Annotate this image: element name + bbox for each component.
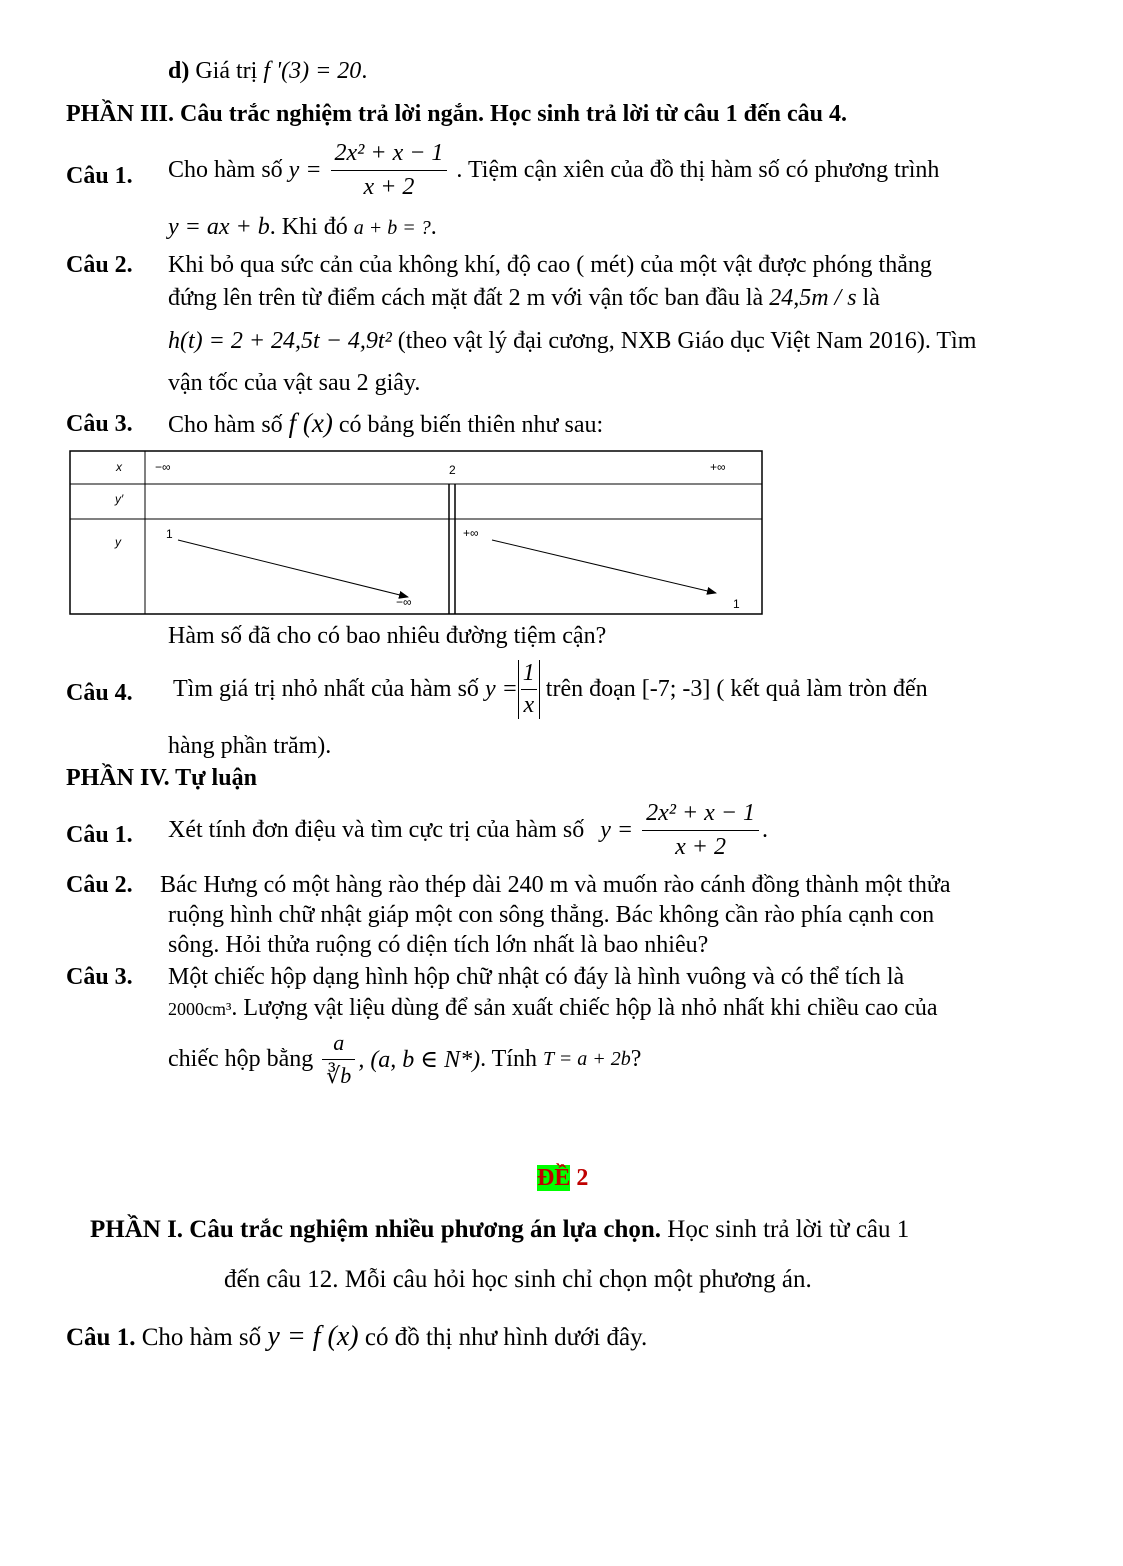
p3-q3-pre: Cho hàm số bbox=[168, 412, 283, 438]
p3-q3-question: Hàm số đã cho có bao nhiêu đường tiệm cận? bbox=[168, 623, 607, 649]
p4-q3-line3c: . Tính bbox=[480, 1046, 537, 1072]
de2-part1-line2: đến câu 12. Mỗi câu hỏi học sinh chỉ chọn một phương án. bbox=[224, 1266, 812, 1293]
p4-q1-pre: Xét tính đơn điệu và tìm cực trị của hàm số bbox=[168, 817, 585, 843]
p4-q3-frac-den: ∛b bbox=[326, 1063, 352, 1088]
p3-q2-line2b: 24,5m / s bbox=[769, 285, 857, 311]
p3-q2-line4: vận tốc của vật sau 2 giây. bbox=[168, 370, 421, 396]
part3-title: PHẦN III. Câu trắc nghiệm trả lời ngắn. Học sinh trả lời từ câu 1 đến câu 4. bbox=[66, 101, 847, 127]
p3-q4-frac-num: 1 bbox=[521, 660, 537, 690]
p4-q1-yeq: y = bbox=[600, 817, 634, 843]
p3-q4-line1 bbox=[173, 660, 928, 719]
p3-q3-post: có bảng biến thiên như sau: bbox=[338, 412, 604, 438]
table-y-left-top: 1 bbox=[166, 527, 173, 541]
p3-q2-line3b: (theo vật lý đại cương, NXB Giáo dục Việt Nam 2016). Tìm bbox=[397, 328, 977, 354]
p4-q3-line3a: chiếc hộp bằng bbox=[168, 1046, 314, 1072]
p3-q1-line2-mid: . Khi đó bbox=[269, 214, 348, 240]
de2-q1-label: Câu 1. bbox=[66, 1324, 136, 1351]
p3-q1-line2-eq: y = ax + b bbox=[168, 214, 270, 240]
de2-q1-pre: Cho hàm số bbox=[141, 1324, 262, 1351]
item-d-end: . bbox=[361, 58, 368, 84]
p3-q2-label: Câu 2. bbox=[66, 252, 133, 278]
table-x-left: −∞ bbox=[155, 460, 171, 474]
p4-q3-line1: Một chiếc hộp dạng hình hộp chữ nhật có đáy là hình vuông và có thể tích là bbox=[168, 964, 905, 990]
p4-q3-label: Câu 3. bbox=[66, 964, 133, 990]
p4-q3-fraction bbox=[322, 1030, 355, 1089]
p4-q3-line3e: ? bbox=[630, 1046, 642, 1072]
item-d-text: Giá trị bbox=[195, 58, 258, 84]
p4-q2-line1: Bác Hưng có một hàng rào thép dài 240 m và muốn rào cánh đồng thành một thửa bbox=[160, 872, 951, 898]
de2-part1-rest: Học sinh trả lời từ câu 1 bbox=[661, 1216, 910, 1243]
p3-q4-label: Câu 4. bbox=[66, 680, 133, 706]
arrow-decrease-left bbox=[178, 540, 408, 597]
p3-q4-line2: hàng phần trăm). bbox=[168, 733, 332, 759]
p4-q1-fraction bbox=[642, 800, 759, 861]
de2-q1-post: có đồ thị như hình dưới đây. bbox=[364, 1324, 648, 1351]
p3-q1-yeq: y = bbox=[288, 157, 322, 183]
arrow-decrease-right bbox=[492, 540, 716, 593]
p3-q4-fraction bbox=[521, 660, 537, 719]
p4-q3-line2b: . Lượng vật liệu dùng để sản xuất chiếc hộp là nhỏ nhất khi chiều cao của bbox=[231, 995, 938, 1021]
table-yp-label: y′ bbox=[115, 492, 124, 506]
p3-q1-post: . Tiệm cận xiên của đồ thị hàm số có phương trình bbox=[456, 157, 940, 183]
p4-q1-frac-den: x + 2 bbox=[675, 834, 726, 860]
table-y-left-bottom: −∞ bbox=[396, 595, 412, 609]
p3-q2-line2a: đứng lên trên từ điểm cách mặt đất 2 m với vận tốc ban đầu là bbox=[168, 285, 764, 311]
de2-q1 bbox=[66, 1321, 647, 1353]
p3-q4-frac-den: x bbox=[523, 692, 535, 718]
p4-q3-frac-num: a bbox=[322, 1030, 355, 1060]
p3-q1-frac-num: 2x² + x − 1 bbox=[331, 140, 448, 171]
p4-q1-label: Câu 1. bbox=[66, 822, 133, 848]
p3-q1-frac-den: x + 2 bbox=[363, 174, 415, 200]
p3-q2-line1: Khi bỏ qua sức cản của không khí, độ cao ( mét) của một vật được phóng thẳng bbox=[168, 252, 932, 278]
p4-q1-line1 bbox=[168, 800, 768, 861]
table-border bbox=[70, 451, 762, 614]
table-x-right: +∞ bbox=[710, 460, 726, 474]
p4-q2-line3: sông. Hỏi thửa ruộng có diện tích lớn nhất là bao nhiêu? bbox=[168, 932, 709, 958]
p3-q2-line2c: là bbox=[862, 285, 880, 311]
p3-q3-fx: f (x) bbox=[288, 408, 333, 438]
p4-q3-line3b: , (a, b ∈ N*) bbox=[358, 1047, 481, 1073]
de2-q1-expr: y = f (x) bbox=[267, 1321, 359, 1352]
p4-q3-line3 bbox=[168, 1030, 641, 1089]
p3-q2-line3a: h(t) = 2 + 24,5t − 4,9t² bbox=[168, 328, 392, 354]
p3-q4-pre: Tìm giá trị nhỏ nhất của hàm số bbox=[173, 676, 479, 702]
p3-q4-post: trên đoạn [-7; -3] ( kết quả làm tròn đến bbox=[545, 676, 928, 702]
p3-q3-label: Câu 3. bbox=[66, 411, 133, 437]
p4-q2-line2: ruộng hình chữ nhật giáp một con sông thẳng. Bác không cần rào phía cạnh con bbox=[168, 902, 935, 928]
p4-q3-line2a: 2000cm³ bbox=[168, 999, 232, 1019]
p4-q3-line2 bbox=[168, 995, 938, 1022]
p3-q4-yeq: y = bbox=[484, 676, 518, 702]
p3-q1-line2-q: a + b = ? bbox=[353, 217, 431, 239]
p4-q1-end: . bbox=[762, 817, 769, 843]
table-y-label: y bbox=[115, 535, 121, 549]
table-y-right-bottom: 1 bbox=[733, 597, 740, 611]
item-d-expr: f '(3) = 20 bbox=[263, 58, 362, 84]
p3-q1-line2-end: . bbox=[430, 214, 437, 240]
de2-title-number: 2 bbox=[576, 1165, 589, 1191]
de2-title bbox=[537, 1165, 588, 1192]
p3-q1-label: Câu 1. bbox=[66, 163, 133, 189]
table-x-label: x bbox=[116, 460, 122, 474]
de2-part1-bold: PHẦN I. Câu trắc nghiệm nhiều phương án lựa chọn. bbox=[90, 1216, 662, 1243]
p3-q4-abs bbox=[518, 660, 540, 719]
item-d-label: d) bbox=[168, 58, 190, 84]
part4-title: PHẦN IV. Tự luận bbox=[66, 765, 257, 791]
de2-title-highlight: ĐỀ bbox=[537, 1165, 571, 1191]
p4-q1-frac-num: 2x² + x − 1 bbox=[642, 800, 759, 831]
p4-q2-label: Câu 2. bbox=[66, 872, 133, 898]
table-x-mid: 2 bbox=[449, 463, 456, 477]
de2-part1-line1 bbox=[90, 1216, 909, 1244]
p3-q1-pre: Cho hàm số bbox=[168, 157, 283, 183]
table-y-right-top: +∞ bbox=[463, 526, 479, 540]
p4-q3-line3d: T = a + 2b bbox=[542, 1048, 631, 1070]
